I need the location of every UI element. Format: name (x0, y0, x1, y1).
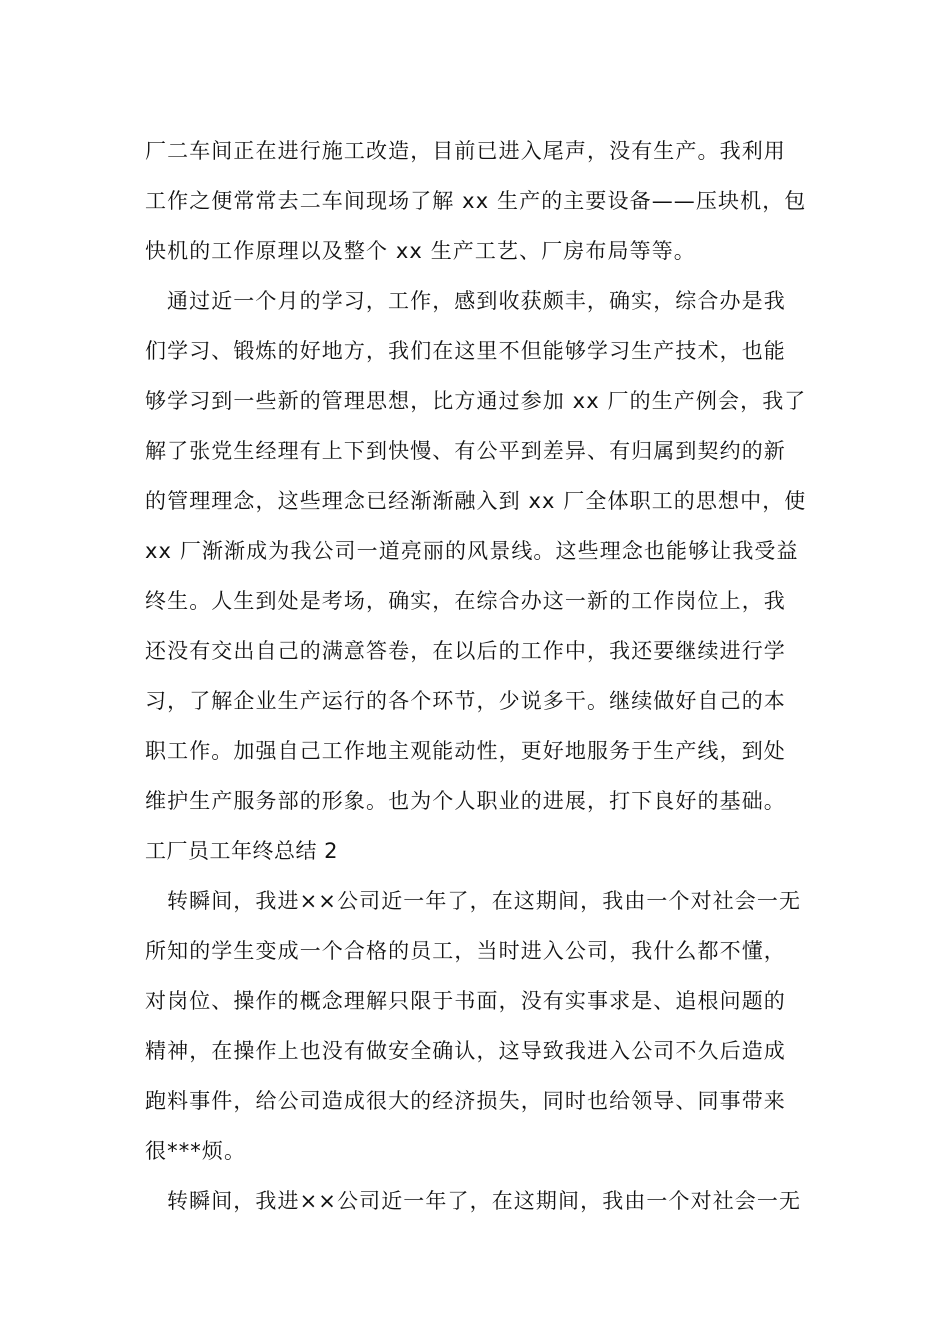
text-line: 的管理理念，这些理念已经渐渐融入到 xx 厂全体职工的思想中，使 (145, 489, 807, 513)
text-line: 职工作。加强自己工作地主观能动性，更好地服务于生产线，到处 (145, 739, 786, 763)
text-line: 们学习、锻炼的好地方，我们在这里不但能够学习生产技术，也能 (145, 339, 786, 363)
text-line: 精神，在操作上也没有做安全确认，这导致我进入公司不久后造成 (145, 1039, 786, 1063)
document-body (145, 126, 810, 1226)
text-line: 终生。人生到处是考场，确实，在综合办这一新的工作岗位上，我 (145, 589, 786, 613)
paragraph-first-line: 通过近一个月的学习，工作，感到收获颇丰，确实，综合办是我 (167, 289, 786, 313)
text-line: 够学习到一些新的管理思想，比方通过参加 xx 厂的生产例会，我了 (145, 389, 807, 413)
text-line: 跑料事件，给公司造成很大的经济损失，同时也给领导、同事带来 (145, 1089, 786, 1113)
paragraph-first-line: 转瞬间，我进××公司近一年了，在这期间，我由一个对社会一无 (167, 1189, 802, 1213)
text-line: 所知的学生变成一个合格的员工，当时进入公司，我什么都不懂， (145, 939, 786, 963)
text-line: 很***烦。 (145, 1139, 247, 1163)
text-line: 还没有交出自己的满意答卷，在以后的工作中，我还要继续进行学 (145, 639, 786, 663)
text-line: 维护生产服务部的形象。也为个人职业的进展，打下良好的基础。 (145, 789, 786, 813)
paragraph-first-line: 转瞬间，我进××公司近一年了，在这期间，我由一个对社会一无 (167, 889, 802, 913)
text-line: 习，了解企业生产运行的各个环节，少说多干。继续做好自己的本 (145, 689, 786, 713)
text-line: 厂二车间正在进行施工改造，目前已进入尾声，没有生产。我利用 (145, 139, 786, 163)
text-line: 工作之便常常去二车间现场了解 xx 生产的主要设备——压块机，包 (145, 189, 807, 213)
section-heading: 工厂员工年终总结 2 (145, 839, 339, 863)
text-line: 对岗位、操作的概念理解只限于书面，没有实事求是、追根问题的 (145, 989, 786, 1013)
text-line: 解了张党生经理有上下到快慢、有公平到差异、有归属到契约的新 (145, 439, 786, 463)
text-line: 快机的工作原理以及整个 xx 生产工艺、厂房布局等等。 (145, 239, 696, 263)
text-line: xx 厂渐渐成为我公司一道亮丽的风景线。这些理念也能够让我受益 (145, 539, 799, 563)
